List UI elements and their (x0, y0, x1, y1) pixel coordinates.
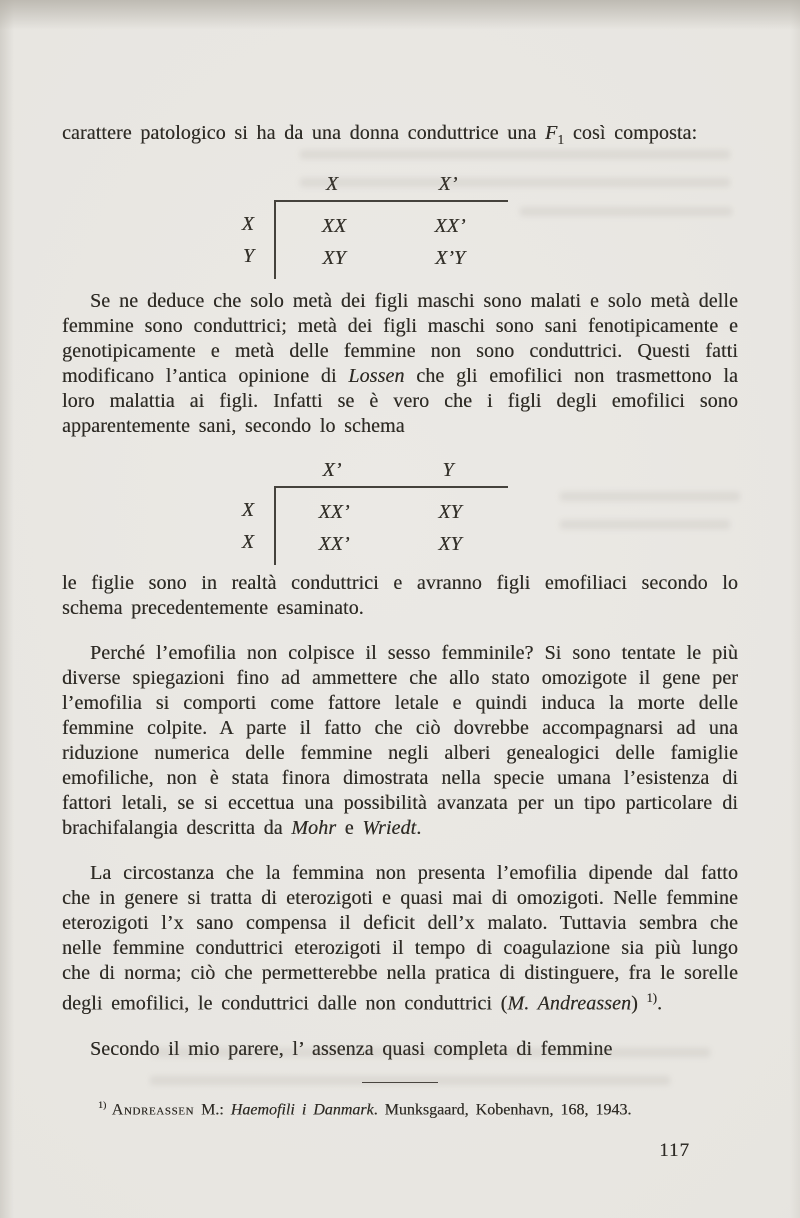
column-header: X’ (438, 173, 458, 195)
column-header: X’ (322, 459, 342, 481)
paragraph-intro: carattere patologico si ha da una donna conduttrice una $F_1$ così composta: (62, 122, 698, 147)
punnett-1-cells (274, 200, 508, 279)
row-header: X (241, 498, 254, 521)
column-header: X (325, 173, 339, 195)
table-row (276, 496, 508, 528)
table-cell: XY (438, 500, 462, 523)
row-header: X (241, 530, 254, 553)
punnett-2-row-headers (62, 486, 274, 565)
table-row (276, 210, 508, 242)
footnote: $^{1)}$ Andreassen M.: Haemofili i Danmark. Munksgaard, Kobenhavn, 168, 1943. (98, 1099, 632, 1118)
punnett-1-column-headers (274, 173, 738, 196)
punnett-1-row-headers (62, 200, 274, 279)
paragraph-circostanza: La circostanza che la femmina non presenta l’emofilia dipende dal fatto che in genere si tratta di eterozigoti e quasi mai di omozigoti. Nelle femmine eterozigoti l’x sano compensa il deficit dell’x malato. Tuttavia sembra che nelle femmine conduttrici eterozigoti il tempo di coagulazione sia più lungo che di norma; ciò che permetterebbe nella pratica di distinguere, fra le sorelle degli emofilici, le conduttrici dalle non conduttrici (M. Andreassen) $^{1)}$. (62, 862, 738, 1015)
paragraph-perche: Perché l’emofilia non colpisce il sesso femminile? Si sono tentate le più diverse spiegazioni fino ad ammettere che allo stato omozigote il gene per l’emofilia si comporti come fattore letale e quindi induca la morte delle femmine colpite. A parte il fatto che ciò dovrebbe accompagnarsi ad una riduzione numerica delle femmine negli alberi genealogici delle famiglie emofiliche, non è stata finora dimostrata nella specie umana l’esistenza di fattori letali, se si eccettua una possibilità avanzata per un tipo particolare di brachifalangia descritta da Mohr e Wriedt. (62, 642, 738, 839)
punnett-square-1 (62, 173, 738, 279)
page-showthrough (150, 1076, 670, 1085)
table-cell: XX’ (318, 500, 350, 523)
punnett-2-cells (274, 486, 508, 565)
table-cell: XY (438, 532, 462, 555)
table-cell: XX’ (318, 532, 350, 555)
paragraph-secondo: Secondo il mio parere, l’ assenza quasi completa di femmine (90, 1037, 613, 1060)
table-row (276, 242, 508, 274)
column-header: Y (442, 459, 454, 481)
paragraph-figlie: le figlie sono in realtà conduttrici e avranno figli emofiliaci secondo lo schema precedentemente esaminato. (62, 572, 738, 619)
table-cell: XY (322, 246, 346, 269)
footnote-rule (362, 1082, 438, 1083)
table-cell: XX (321, 214, 347, 237)
punnett-square-2 (62, 459, 738, 565)
page-number: 117 (659, 1139, 690, 1161)
table-row (276, 528, 508, 560)
row-header: X (241, 212, 254, 235)
row-header: Y (242, 244, 254, 267)
paragraph-deduce: Se ne deduce che solo metà dei figli maschi sono malati e solo metà delle femmine sono conduttrici; metà dei figli maschi sono sani fenotipicamente e genotipicamente e metà delle femmine non sono conduttrici. Questi fatti modificano l’antica opinione di Lossen che gli emofilici non trasmettono la loro malattia ai figli. Infatti se è vero che i figli degli emofilici sono apparentemente sani, secondo lo schema (62, 290, 738, 437)
table-cell: X’Y (435, 246, 465, 269)
table-cell: XX’ (434, 214, 466, 237)
punnett-2-column-headers (274, 459, 738, 482)
